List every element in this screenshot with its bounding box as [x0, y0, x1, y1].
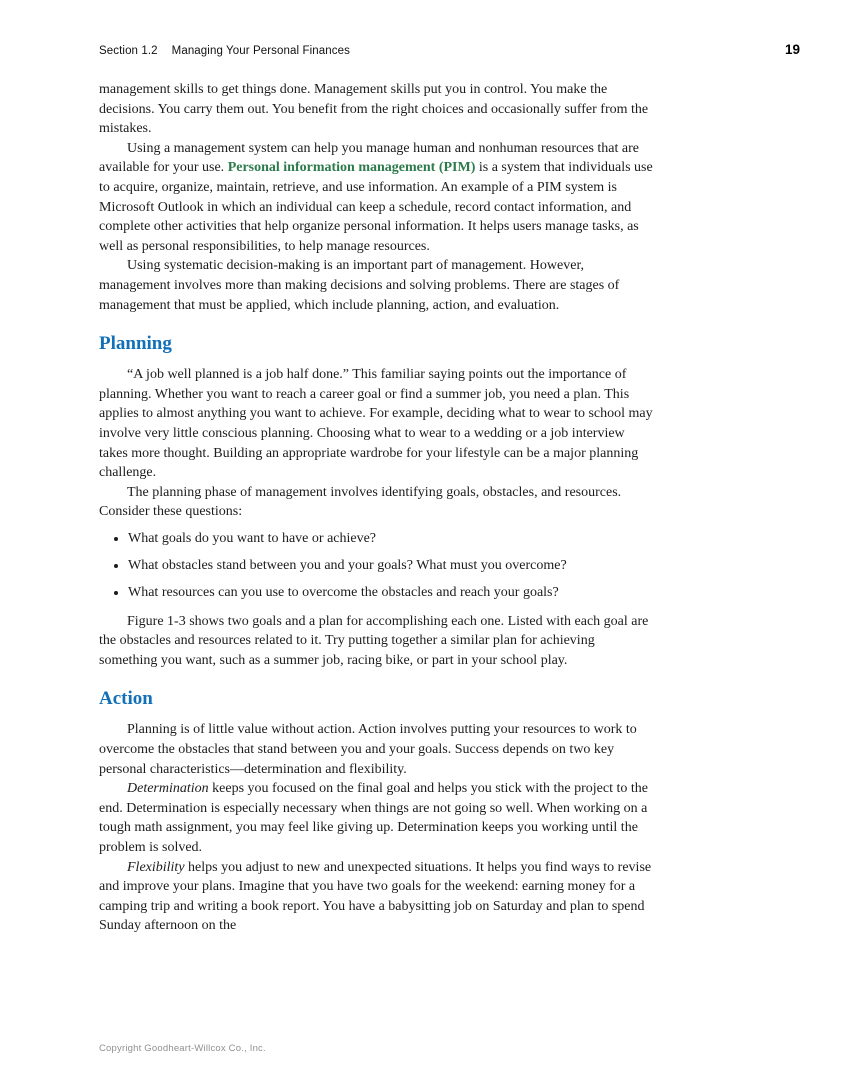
- paragraph: [99, 256, 655, 315]
- paragraph: [99, 858, 655, 936]
- text-run: helps you adjust to new and unexpected situations. It helps you find ways to revise and improve your plans. Imagine that you have two goals for the weekend: earning money for a camping trip and writing a book report. You have a babysitting job on Saturday and plan to spend Sunday afternoon on the: [99, 859, 652, 934]
- section-label: Section 1.2: [99, 45, 158, 57]
- running-head-text: [99, 45, 350, 57]
- paragraph: [99, 80, 655, 139]
- text-run: keeps you focused on the final goal and helps you stick with the project to the end. Determination is especially necessary when things are not going so well. When working on a tough math assignment, you may feel like giving up. Determination keeps you working until the problem is solved.: [99, 781, 648, 855]
- section-heading: Action: [99, 688, 153, 710]
- paragraph: [99, 779, 655, 857]
- page-body: [99, 80, 655, 936]
- paragraph: [99, 612, 655, 671]
- text-run: “A job well planned is a job half done.” This familiar saying points out the importance of planning. Whether you want to reach a career goal or find a summer job, you need a plan. This applies to almost anything you want to achieve. For example, deciding what to wear to school may involve very little conscious planning. Choosing what to wear to a wedding or a job interview takes more thought. Building an appropriate wardrobe for your lifestyle can be a major planning challenge.: [99, 367, 653, 481]
- text-run: is a system that individuals use to acquire, organize, maintain, retrieve, and use information. An example of a PIM system is Microsoft Outlook in which an individual can keep a schedule, record contact information, and complete other activities that help organize personal information. It helps users manage tasks, as well as personal responsibilities, to help manage resources.: [99, 160, 653, 254]
- text-run: Flexibility: [127, 859, 185, 875]
- paragraph: [99, 365, 655, 483]
- section-heading: Planning: [99, 333, 172, 355]
- text-run: Using a management system can help you manage human and nonhuman resources that are available for your use.: [99, 140, 640, 176]
- text-run: The planning phase of management involves identifying goals, obstacles, and resources. Consider these questions:: [99, 484, 622, 520]
- copyright-notice: Copyright Goodheart-Willcox Co., Inc.: [99, 1043, 266, 1054]
- running-head: [99, 42, 800, 57]
- text-run: Determination: [127, 781, 209, 797]
- text-run: Planning is of little value without action. Action involves putting your resources to work to overcome the obstacles that stand between you and your goals. Success depends on two key personal characteristics—determination and flexibility.: [99, 722, 637, 777]
- bullet-item: • What resources can you use to overcome the obstacles and reach your goals?: [128, 583, 655, 603]
- bullet-list: [99, 529, 655, 603]
- text-run: management skills to get things done. Management skills put you in control. You make the decisions. You carry them out. You benefit from the right choices and occasionally suffer from the mistakes.: [99, 82, 649, 137]
- text-run: Figure 1-3 shows two goals and a plan for accomplishing each one. Listed with each goal are the obstacles and resources related to it. Try putting together a similar plan for achieving something you want, such as a summer job, racing bike, or part in your school play.: [99, 613, 649, 668]
- bullet-item: • What obstacles stand between you and your goals? What must you overcome?: [128, 556, 655, 576]
- key-term: Personal information management (PIM): [227, 160, 476, 176]
- paragraph: [99, 483, 655, 522]
- bullet-item: • What goals do you want to have or achieve?: [128, 529, 655, 549]
- paragraph: [99, 720, 655, 779]
- text-run: Using systematic decision-making is an important part of management. However, management involves more than making decisions and solving problems. There are stages of management that must be applied, which include planning, action, and evaluation.: [99, 258, 620, 313]
- page-number: 19: [784, 42, 800, 57]
- paragraph: [99, 139, 655, 257]
- section-title: Managing Your Personal Finances: [171, 45, 350, 57]
